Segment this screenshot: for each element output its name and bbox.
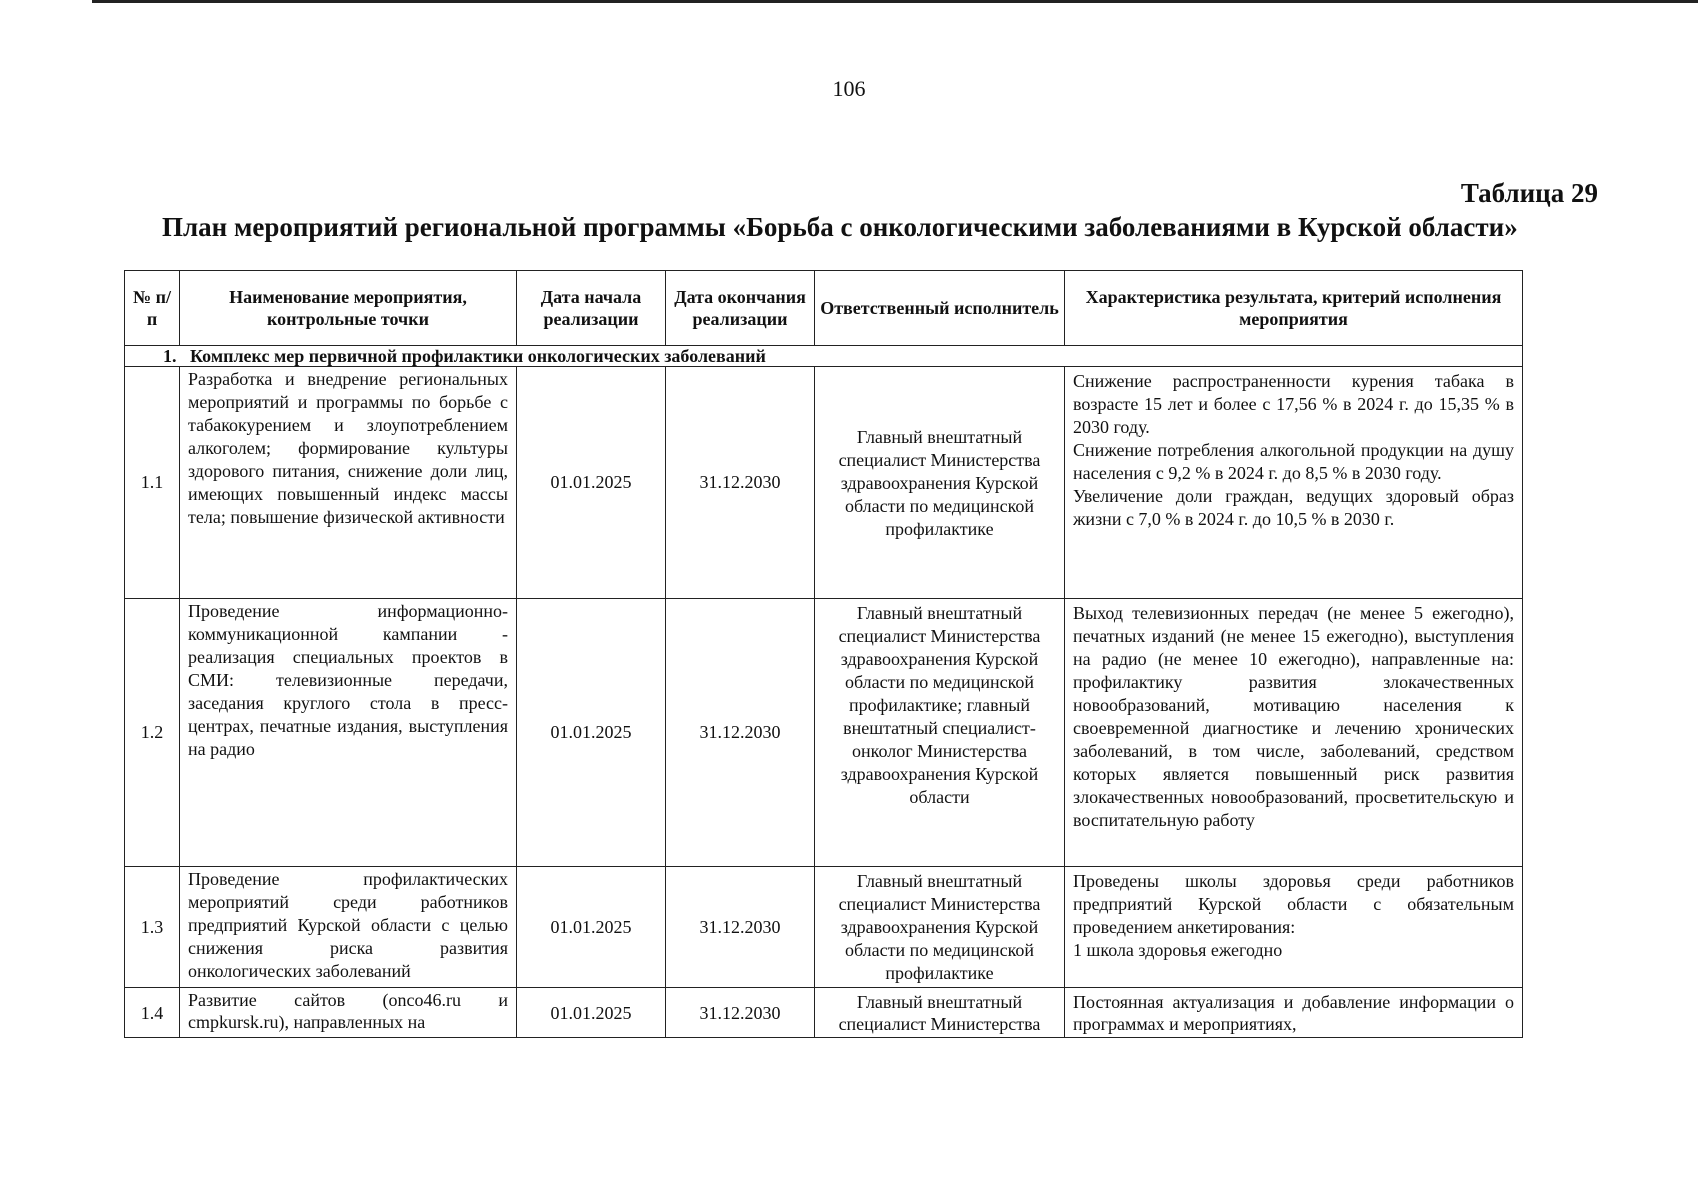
- row-number: 1.2: [125, 599, 180, 867]
- result-description: [1065, 867, 1523, 988]
- header-start-date: Дата начала реализации: [517, 271, 666, 346]
- end-date: 31.12.2030: [666, 599, 815, 867]
- start-date: 01.01.2025: [517, 988, 666, 1038]
- activity-name: Разработка и внедрение региональных мероприятий и программы по борьбе с табакокурением и злоупотреблением алкоголем; формирование культуры здорового питания, снижение доли лиц, имеющих повышенный индекс массы тела; повышение физической активности: [180, 367, 517, 599]
- start-date: 01.01.2025: [517, 599, 666, 867]
- start-date: 01.01.2025: [517, 367, 666, 599]
- start-date: 01.01.2025: [517, 867, 666, 988]
- table-row: [125, 867, 1523, 988]
- page-number: 106: [832, 76, 866, 101]
- table-row: [125, 599, 1523, 867]
- activity-name: Развитие сайтов (onco46.ru и cmpkursk.ru), направленных на: [180, 988, 517, 1038]
- header-name: Наименование мероприятия, контрольные точки: [180, 271, 517, 346]
- result-paragraph: Снижение распространенности курения табака в возрасте 15 лет и более с 17,56 % в 2024 г. до 15,35 % в 2030 году.: [1073, 371, 1514, 437]
- table-header-row: [125, 271, 1523, 346]
- table-row: [125, 988, 1523, 1038]
- section-row: [125, 346, 1523, 367]
- end-date: 31.12.2030: [666, 367, 815, 599]
- row-number: 1.3: [125, 867, 180, 988]
- result-paragraph: Снижение потребления алкогольной продукции на душу населения с 9,2 % в 2024 г. до 8,5 % в 2030 году.: [1073, 440, 1514, 483]
- responsible-executor: Главный внештатный специалист Министерства здравоохранения Курской области по медицинской профилактике: [815, 867, 1065, 988]
- plan-table: [124, 270, 1523, 1038]
- responsible-executor: Главный внештатный специалист Министерства: [815, 988, 1065, 1038]
- activity-name: Проведение информационно-коммуникационной кампании - реализация специальных проектов в СМИ: телевизионные передачи, заседания круглого стола в пресс-центрах, печатные издания, выступления на радио: [180, 599, 517, 867]
- header-responsible: Ответственный исполнитель: [815, 271, 1065, 346]
- row-number: 1.1: [125, 367, 180, 599]
- end-date: 31.12.2030: [666, 988, 815, 1038]
- section-title: 1. Комплекс мер первичной профилактики онкологических заболеваний: [125, 346, 1523, 367]
- result-paragraph: Проведены школы здоровья среди работников предприятий Курской области с обязательным проведением анкетирования:: [1073, 871, 1514, 937]
- result-paragraph: 1 школа здоровья ежегодно: [1073, 940, 1283, 960]
- responsible-executor: Главный внештатный специалист Министерства здравоохранения Курской области по медицинской профилактике; главный внештатный специалист-онколог Министерства здравоохранения Курской области: [815, 599, 1065, 867]
- header-result: Характеристика результата, критерий исполнения мероприятия: [1065, 271, 1523, 346]
- activity-name: Проведение профилактических мероприятий среди работников предприятий Курской области с целью снижения риска развития онкологических заболеваний: [180, 867, 517, 988]
- result-description: Выход телевизионных передач (не менее 5 ежегодно), печатных изданий (не менее 15 ежегодно), выступления на радио (не менее 10 ежегодно), направленные на: профилактику развития злокачественных новообразований, мотивацию населения к своевременной диагностике и лечению хронических заболеваний, в том числе, заболеваний, средством которых является повышенный риск развития злокачественных новообразований, просветительскую и воспитательную работу: [1065, 599, 1523, 867]
- row-number: 1.4: [125, 988, 180, 1038]
- top-border-line: [92, 0, 1698, 3]
- table-label: Таблица 29: [1460, 178, 1598, 208]
- document-title: План мероприятий региональной программы «Борьба с онкологическими заболеваниями в Курской области»: [162, 212, 1518, 242]
- table-row: [125, 367, 1523, 599]
- header-num: № п/п: [125, 271, 180, 346]
- result-description: Постоянная актуализация и добавление информации о программах и мероприятиях,: [1065, 988, 1523, 1038]
- responsible-executor: Главный внештатный специалист Министерства здравоохранения Курской области по медицинской профилактике: [815, 367, 1065, 599]
- header-end-date: Дата окончания реализации: [666, 271, 815, 346]
- end-date: 31.12.2030: [666, 867, 815, 988]
- result-paragraph: Увеличение доли граждан, ведущих здоровый образ жизни с 7,0 % в 2024 г. до 10,5 % в 2030 г.: [1073, 486, 1514, 529]
- result-description: [1065, 367, 1523, 599]
